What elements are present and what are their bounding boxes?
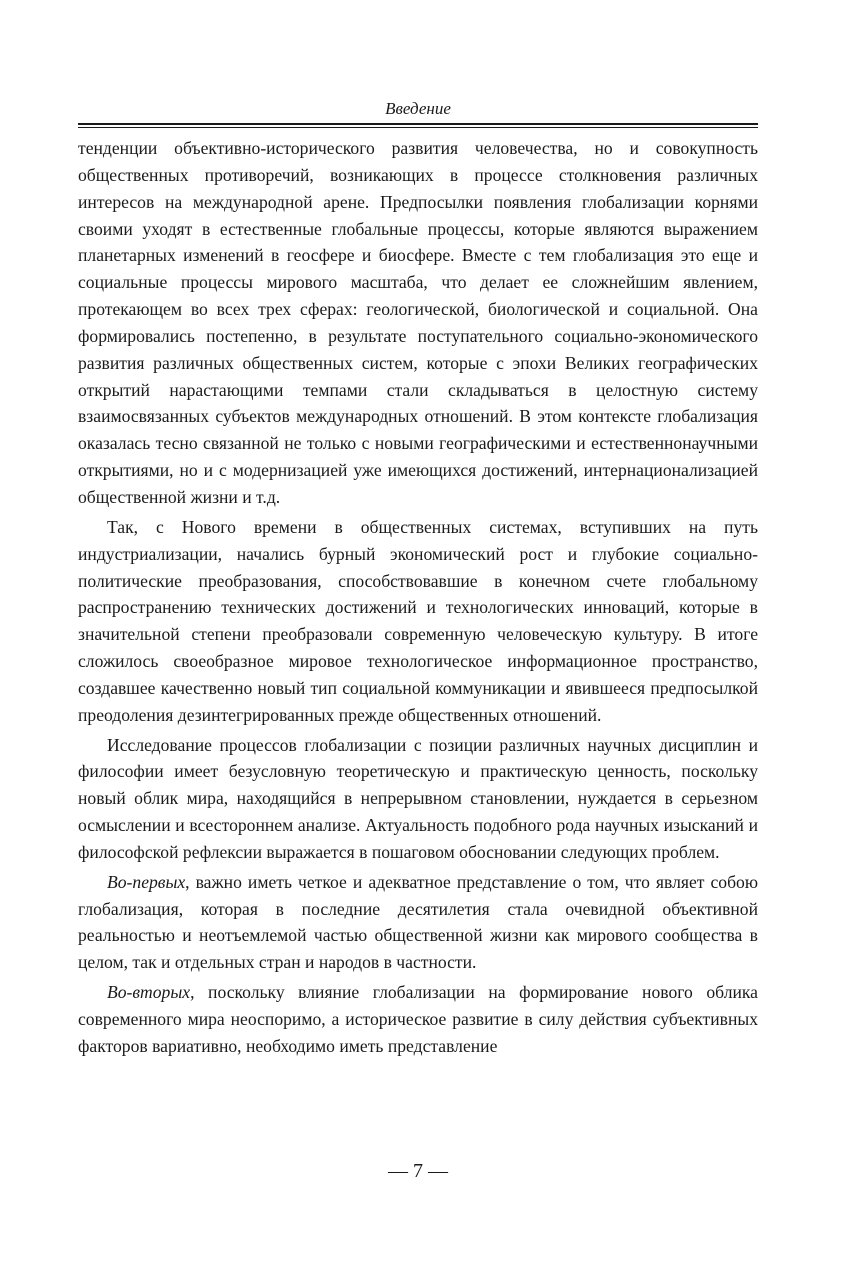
body-text	[78, 135, 758, 1063]
paragraph-text: , поскольку влияние глобализации на формирование нового облика современного мира неоспоримо, а историческое развитие в силу действия субъективных факторов вариативно, необходимо иметь представление	[78, 982, 758, 1056]
header-rule-thin	[78, 127, 758, 128]
header-rule-thick	[78, 123, 758, 125]
paragraph: Так, с Нового времени в общественных системах, вступивших на путь индустриализации, начались бурный экономический рост и глубокие социально-политические преобразования, способствовавшие в конечном счете глобальному распространению технических достижений и технологических инноваций, которые в значительной степени преобразовали современную человеческую культуру. В итоге сложилось своеобразное мировое технологическое информационное пространство, создавшее качественно новый тип социальной коммуникации и явившееся предпосылкой преодоления дезинтегрированных прежде общественных отношений.	[78, 516, 758, 725]
paragraph-lead-italic: Во-первых	[107, 871, 186, 892]
page-number: — 7 —	[388, 1160, 448, 1182]
paragraph: тенденции объективно-исторического развития человечества, но и совокупность общественных противоречий, возникающих в процессе столкновения различных интересов на международной арене. Предпосылки появления глобализации корнями своими уходят в естественные глобальные процессы, которые являются выражением планетарных изменений в геосфере и биосфере. Вместе с тем глобализация это еще и социальные процессы мирового масштаба, что делает ее сложнейшим явлением, протекающем во всех трех сферах: геологической, биологической и социальной. Она формировались постепенно, в результате поступательного социально-экономического развития различных общественных систем, которые с эпохи Великих географических открытий нарастающими темпами стали складываться в целостную систему взаимосвязанных субъектов международных отношений. В этом контексте глобализация оказалась тесно связанной не только с новыми географическими и естественнонаучными открытиями, но и с модернизацией уже имеющихся достижений, интернационализацией общественной жизни и т.д.	[78, 138, 758, 507]
paragraph	[78, 869, 758, 976]
running-title: Введение	[385, 99, 451, 118]
paragraph-lead-italic: Во-вторых	[107, 982, 191, 1003]
paragraph: Исследование процессов глобализации с позиции различных научных дисциплин и философии имеет безусловную теоретическую и практическую ценность, поскольку новый облик мира, находящийся в непрерывном становлении, нуждается в серьезном осмыслении и всестороннем анализе. Актуальность подобного рода научных изысканий и философской рефлексии выражается в пошаговом обосновании следующих проблем.	[78, 734, 758, 862]
paragraph-text: , важно иметь четкое и адекватное представление о том, что являет собою глобализация, которая в последние десятилетия стала очевидной объективной реальностью и неотъемлемой частью общественной жизни как мирового сообщества в целом, так и отдельных стран и народов в частности.	[78, 871, 758, 973]
paragraph	[78, 979, 758, 1060]
